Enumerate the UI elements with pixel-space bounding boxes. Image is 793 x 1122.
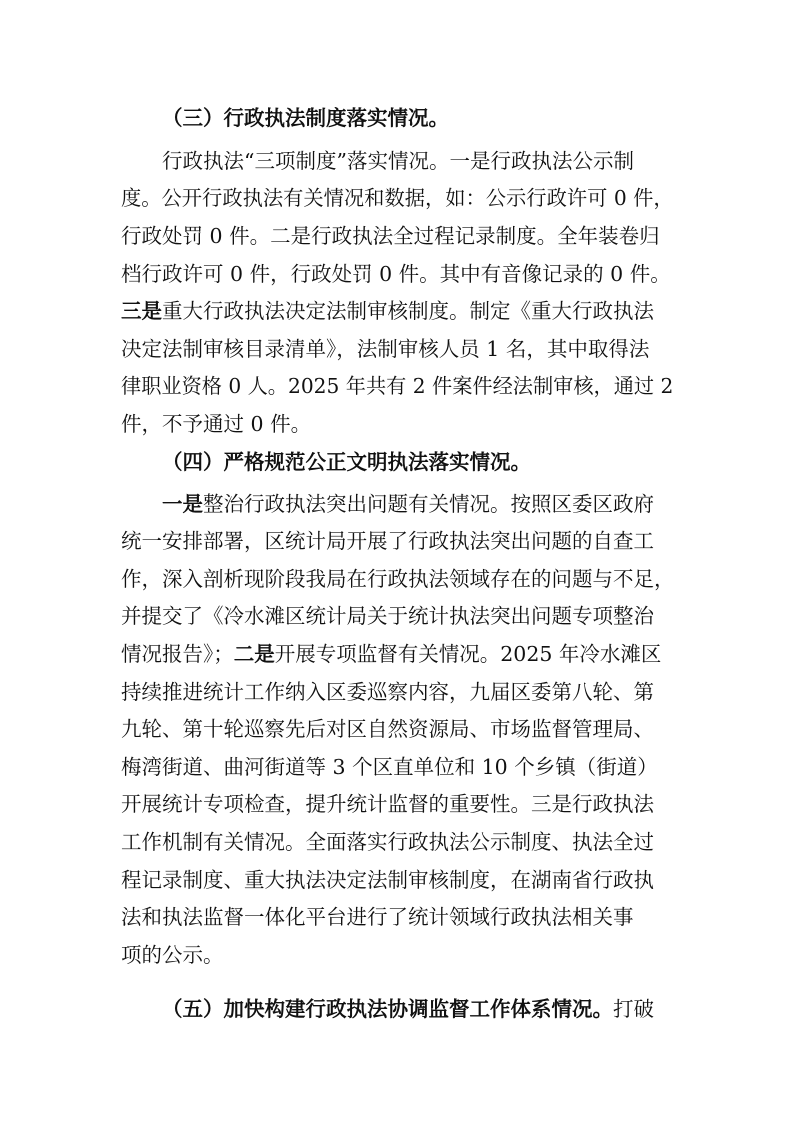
line-text: 重大行政执法决定法制审核制度。制定《重大行政执法 bbox=[162, 299, 654, 323]
enumerator-bold: 一是 bbox=[162, 492, 203, 516]
line-text: 持续推进统计工作纳入区委巡察内容，九届区委第八轮、第 bbox=[121, 680, 654, 704]
line-text: 统一安排部署，区统计局开展了行政执法突出问题的自查工 bbox=[121, 529, 654, 553]
section3-line-5 bbox=[121, 298, 674, 324]
section4-line-13 bbox=[121, 942, 224, 968]
section3-heading: （三）行政执法制度落实情况。 bbox=[162, 106, 449, 130]
section4-heading: （四）严格规范公正文明执法落实情况。 bbox=[162, 450, 531, 474]
section4-line-12 bbox=[121, 904, 674, 930]
enumerator-bold: 二是 bbox=[233, 642, 275, 666]
section3-line-2 bbox=[121, 185, 674, 211]
section3-line-1 bbox=[162, 148, 674, 174]
line-text: 项的公示。 bbox=[121, 943, 224, 967]
section4-line-11 bbox=[121, 867, 674, 893]
section4-line-4 bbox=[121, 603, 674, 629]
section5-tail: 打破 bbox=[613, 997, 654, 1021]
section3-line-3 bbox=[121, 223, 674, 249]
line-text: 行政执法“三项制度”落实情况。一是行政执法公示制 bbox=[162, 149, 634, 173]
line-text: 法和执法监督一体化平台进行了统计领域行政执法相关事 bbox=[121, 905, 634, 929]
line-text: 件，不予通过 0 件。 bbox=[121, 412, 312, 436]
line-text: 开展统计专项检查，提升统计监督的重要性。三是行政执法 bbox=[121, 792, 654, 816]
line-text: 并提交了《冷水滩区统计局关于统计执法突出问题专项整治 bbox=[121, 604, 654, 628]
line-text: 九轮、第十轮巡察先后对区自然资源局、市场监督管理局、 bbox=[121, 717, 654, 741]
section3-line-4 bbox=[121, 261, 674, 287]
enumerator-bold: 三是 bbox=[121, 299, 162, 323]
section5-heading: （五）加快构建行政执法协调监督工作体系情况。 bbox=[162, 997, 613, 1021]
line-text: 梅湾街道、曲河街道等 3 个区直单位和 10 个乡镇（街道） bbox=[121, 755, 658, 779]
section4-line-1 bbox=[162, 491, 674, 517]
section5-heading-line bbox=[162, 996, 674, 1022]
line-text: 度。公开行政执法有关情况和数据，如：公示行政许可 0 件， bbox=[121, 186, 674, 210]
section4-line-5 bbox=[121, 641, 674, 667]
line-text: 决定法制审核目录清单》，法制审核人员 1 名，其中取得法 bbox=[121, 337, 650, 361]
line-text: 程记录制度、重大执法决定法制审核制度，在湖南省行政执 bbox=[121, 868, 654, 892]
section4-line-3 bbox=[121, 566, 674, 592]
line-text: 行政处罚 0 件。二是行政执法全过程记录制度。全年装卷归 bbox=[121, 224, 660, 248]
line-text: 工作机制有关情况。全面落实行政执法公示制度、执法全过 bbox=[121, 830, 654, 854]
section4-line-2 bbox=[121, 528, 674, 554]
line-text: 律职业资格 0 人。2025 年共有 2 件案件经法制审核，通过 2 bbox=[121, 374, 674, 398]
section4-line-10 bbox=[121, 829, 674, 855]
line-prefix: 情况报告》； bbox=[121, 642, 234, 666]
line-text: 作，深入剖析现阶段我局在行政执法领域存在的问题与不足， bbox=[121, 567, 675, 591]
section3-line-6 bbox=[121, 336, 674, 362]
section4-line-6 bbox=[121, 679, 674, 705]
section4-line-7 bbox=[121, 716, 674, 742]
line-text: 开展专项监督有关情况。2025 年冷水滩区 bbox=[274, 642, 662, 666]
section4-line-9 bbox=[121, 791, 674, 817]
section3-line-8 bbox=[121, 411, 311, 437]
line-text: 整治行政执法突出问题有关情况。按照区委区政府 bbox=[203, 492, 654, 516]
section4-line-8 bbox=[121, 754, 674, 780]
section3-line-7 bbox=[121, 373, 674, 399]
line-text: 档行政许可 0 件，行政处罚 0 件。其中有音像记录的 0 件。 bbox=[121, 262, 671, 286]
